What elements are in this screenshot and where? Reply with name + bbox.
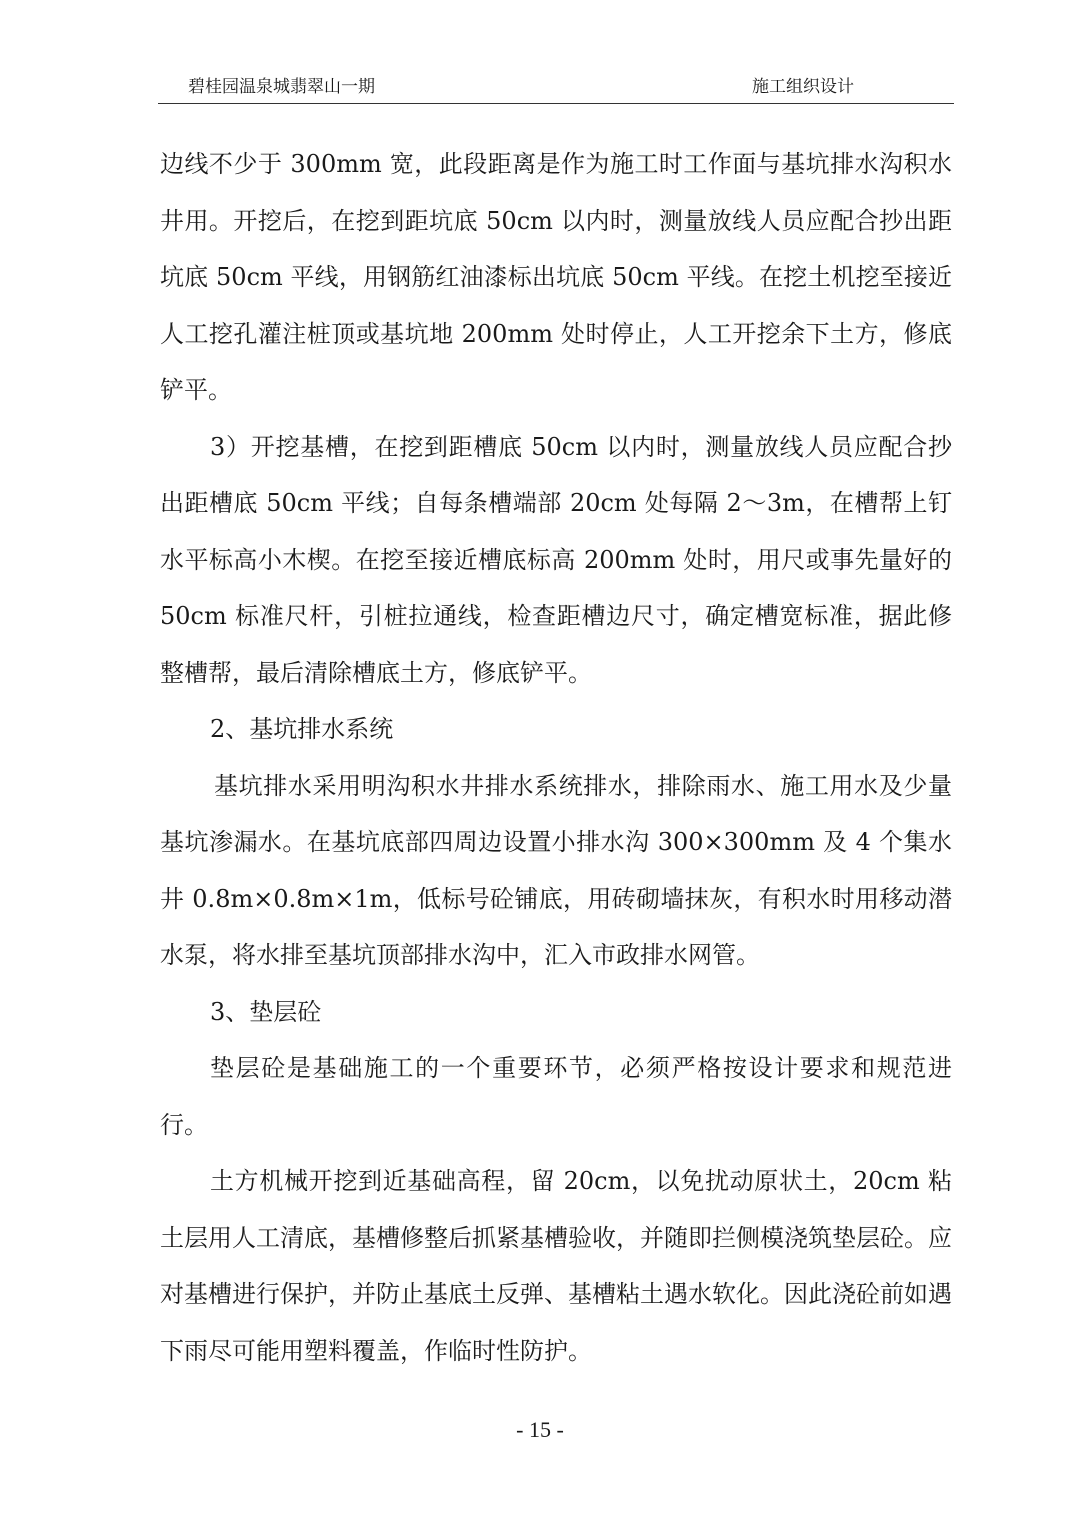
paragraph-cushion-detail: 土方机械开挖到近基础高程，留 20cm，以免扰动原状土，20cm 粘土层用人工清底，基槽修整后抓紧基槽验收，并随即拦侧模浇筑垫层砼。应对基槽进行保护，并防止基底土反弹、基槽粘土遇水软化。因此浇砼前如遇下雨尽可能用塑料覆盖，作临时性防护。 (160, 1167, 952, 1365)
paragraph-cushion-intro: 垫层砼是基础施工的一个重要环节，必须严格按设计要求和规范进行。 (160, 1054, 952, 1139)
paragraph-trench-excavation: 3）开挖基槽，在挖到距槽底 50cm 以内时，测量放线人员应配合抄出距槽底 50cm 平线；自每条槽端部 20cm 处每隔 2～3m，在槽帮上钉水平标高小木楔。在挖至接近槽底标高 200mm 处时，用尺或事先量好的 50cm 标准尺杆，引桩拉通线，检查距槽边尺寸，确定槽宽标准，据此修整槽帮，最后清除槽底土方，修底铲平。 (160, 432, 952, 687)
section-heading-cushion: 3、垫层砼 (210, 997, 322, 1026)
header-project-title: 碧桂园温泉城翡翠山一期 (188, 77, 375, 97)
document-body (160, 136, 952, 1379)
page-header (158, 72, 954, 102)
header-document-type: 施工组织设计 (752, 77, 854, 97)
section-heading-drainage: 2、基坑排水系统 (210, 715, 394, 743)
paragraph-drainage: 基坑排水采用明沟积水井排水系统排水，排除雨水、施工用水及少量基坑渗漏水。在基坑底部四周边设置小排水沟 300×300mm 及 4 个集水井 0.8m×0.8m×1m，低标号砼铺底，用砖砌墙抹灰，有积水时用移动潜水泵，将水排至基坑顶部排水沟中，汇入市政排水网管。 (160, 771, 952, 969)
page-number: - 15 - (516, 1417, 564, 1442)
header-divider (158, 103, 954, 104)
paragraph-continued: 边线不少于 300mm 宽，此段距离是作为施工时工作面与基坑排水沟积水井用。开挖后，在挖到距坑底 50cm 以内时，测量放线人员应配合抄出距坑底 50cm 平线，用钢筋红油漆标出坑底 50cm 平线。在挖土机挖至接近人工挖孔灌注桩顶或基坑地 200mm 处时停止，人工开挖余下土方，修底铲平。 (160, 150, 952, 404)
